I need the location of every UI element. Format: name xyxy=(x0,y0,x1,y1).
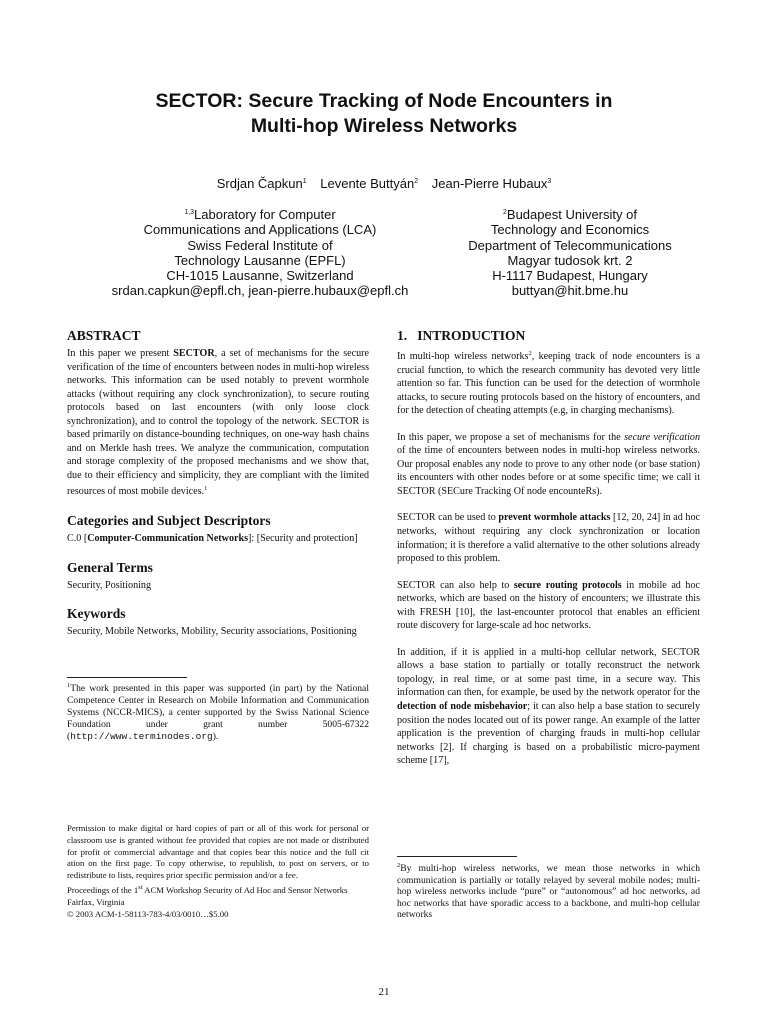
proceedings-sup: st xyxy=(138,883,143,891)
title-line-2: Multi-hop Wireless Networks xyxy=(250,115,518,137)
author-sup: 2 xyxy=(414,178,419,185)
intro-paragraph-2 xyxy=(397,431,700,499)
affil-email: srdan.capkun@epfl.ch, jean-pierre.hubaux@epfl.ch xyxy=(111,283,409,299)
author-name: Srdjan Čapkun xyxy=(216,176,303,191)
author-sup: 3 xyxy=(547,178,552,185)
abstract-text-part: , a set of mechanisms for the secure verification of the time of encounters between nodes in multi-hop wireless networks. This information can be used notably to prevent wormhole attacks (without requiring any clock synchronization), to secure routing protocols based on last encounters (with only loose clock synchronization), and to control the topology of the network. SECTOR is based primarily on distance-bounding techniques, on one-way hash chains and on Merkle hash trees. We analyze the communication, computation and storage complexity of the proposed mechanisms and we show that, due to their efficiency and simplicity, they are compliant with the limited resources of most mobile devices. xyxy=(67,348,369,498)
general-terms-text: Security, Positioning xyxy=(67,579,152,591)
affiliation-left xyxy=(60,205,460,299)
intro-text: SECTOR can be used to xyxy=(397,512,499,524)
affil-line xyxy=(410,205,730,222)
footnote-mark: 1 xyxy=(67,681,71,689)
affil-line xyxy=(60,205,460,222)
abstract-text-part: In this paper we present xyxy=(67,348,174,359)
intro-paragraph-5 xyxy=(397,646,700,768)
categories-text-part: ]: [Security and protection] xyxy=(248,533,358,545)
intro-text: of the time of encounters between nodes in multi-hop wireless networks. Our proposal enables any node to prove to any other node (or base station) its encounters with other nodes before or at some specific time; we call it SECTOR (SECure Tracking Of node encounteRs). xyxy=(397,445,700,497)
keywords-heading: Keywords xyxy=(67,606,126,622)
affil-line-text: Laboratory for Computer xyxy=(194,207,336,222)
intro-bold: prevent wormhole attacks xyxy=(498,512,611,524)
intro-bold: detection of node misbehavior xyxy=(397,701,528,713)
intro-text: [12, 20, 24] in ad hoc networks, without requiring any clock synchronization or location information; it is therefore a valid alternative to the other solutions already proposed to this problem. xyxy=(397,512,700,565)
affil-line: H-1117 Budapest, Hungary xyxy=(492,268,648,284)
footnote-2 xyxy=(397,860,700,921)
categories-heading: Categories and Subject Descriptors xyxy=(67,513,271,529)
footnote-rule xyxy=(397,856,517,857)
affil-line: Department of Telecommunications xyxy=(468,237,672,253)
paper-title xyxy=(0,89,768,139)
footnote-text: ). xyxy=(212,731,219,743)
footnote-mark: 1 xyxy=(204,485,208,493)
proceedings-part: Proceedings of the 1 xyxy=(67,884,139,895)
general-terms-heading: General Terms xyxy=(67,559,153,575)
intro-text: SECTOR can also help to xyxy=(397,579,514,591)
title-line-1: SECTOR: Secure Tracking of Node Encounters in xyxy=(155,90,613,112)
affil-line: Technology and Economics xyxy=(490,222,650,238)
footnote-mark: 2 xyxy=(397,862,401,869)
right-column xyxy=(397,327,700,768)
author-3 xyxy=(432,176,552,191)
footnote-rule xyxy=(67,677,187,678)
footnote-url: http://www.terminodes.org xyxy=(70,731,213,743)
intro-text: In multi-hop wireless networks xyxy=(397,351,529,362)
permission-text: Permission to make digital or hard copies of part or all of this work for personal or classroom use is granted without fee provided that copies are not made or distributed for profit or commercial advantage and that copies bear this notice and the full cit ation on the first page. To copy otherwise, to republish, to post on servers, or to redistribute to lists, requires prior specific permission and/or a fee. xyxy=(67,823,369,881)
affil-line: Swiss Federal Institute of xyxy=(187,237,333,253)
proceedings-text xyxy=(67,882,369,909)
intro-bold: secure routing protocols xyxy=(513,579,622,591)
affil-line: Magyar tudosok krt. 2 xyxy=(507,252,633,268)
introduction-heading: 1. INTRODUCTION xyxy=(397,328,526,343)
author-2 xyxy=(320,176,418,191)
categories-bold: Computer-Communication Networks xyxy=(87,533,249,545)
intro-text: In this paper, we propose a set of mechanisms for the xyxy=(397,431,625,443)
affil-line-text: Budapest University of xyxy=(506,207,637,222)
abstract-heading: ABSTRACT xyxy=(67,328,141,343)
keywords-text: Security, Mobile Networks, Mobility, Security associations, Positioning xyxy=(67,626,357,638)
permission-notice xyxy=(67,823,369,920)
copyright-text: © 2003 ACM-1-58113-783-4/03/0010…$5.00 xyxy=(67,908,229,919)
intro-text: in mobile ad hoc networks, which are based on the history of encounters; we illustrate this with FRESH [10], the last-encounter protocol that enables an efficient route discovery for large-scale ad hoc networks. xyxy=(397,579,700,632)
footnote-mark: 2 xyxy=(528,350,532,357)
affil-line: Communications and Applications (LCA) xyxy=(143,222,377,238)
abstract-text xyxy=(67,347,369,499)
intro-text: , keeping track of node encounters is a crucial function, to which the research community has devoted very little attention so far. This function can be used for the detection of wormhole attacks, to secure routing protocols based on the history of encounters, and for the detection of cheating attempts (e.g, in charging mechanisms). xyxy=(397,351,700,417)
footnote-text: The work presented in this paper was supported (in part) by the National Competence Center in Research on Mobile Information and Communication Systems (NCCR-MICS), a center supported by the Swiss National Science Foundation under grant number 5005-67322 ( xyxy=(67,682,369,743)
footnote-1 xyxy=(67,680,369,744)
footnote-text: By multi-hop wireless networks, we mean those networks in which communication is partially or totally relayed by several mobile nodes; multi-hop wireless networks include “pure” or “autonomous” ad hoc networks, ad hoc networks that have sporadic access to a backbone, and multi-hop cellular networks xyxy=(397,863,700,921)
affil-line: Technology Lausanne (EPFL) xyxy=(174,252,346,268)
intro-text: In addition, if it is applied in a multi-hop cellular network, SECTOR allows a base station to partially or totally reconstruct the network topology, in real time, or at some past time, in a secure way. This information can then, for example, be used by the network operator for the xyxy=(397,646,700,699)
intro-italic: secure verification xyxy=(624,431,701,443)
intro-paragraph-3 xyxy=(397,511,700,565)
abstract-bold: SECTOR xyxy=(173,348,215,359)
affil-sup: 1,3 xyxy=(184,209,195,216)
categories-text-part: C.0 [ xyxy=(67,533,88,545)
author-1 xyxy=(217,176,307,191)
author-list xyxy=(0,176,768,191)
affil-sup: 2 xyxy=(503,209,507,216)
intro-paragraph-4 xyxy=(397,579,700,633)
affil-email: buttyan@hit.bme.hu xyxy=(511,283,629,299)
affiliation-right xyxy=(410,205,730,299)
author-name: Levente Buttyán xyxy=(320,176,415,191)
intro-paragraph-1 xyxy=(397,347,700,418)
footnote-2-block xyxy=(397,856,700,921)
intro-text: ; it can also help a base station to securely position the nodes located out of its power range. An example of the latter application is the prevention of charging frauds in multi-hop cellular networks [2]. If charging is based on a probabilistic micro-payment scheme [17], xyxy=(397,701,701,767)
author-name: Jean-Pierre Hubaux xyxy=(431,176,548,191)
author-sup: 1 xyxy=(302,178,307,185)
categories-text xyxy=(67,532,369,546)
page-number: 21 xyxy=(378,986,390,998)
left-column xyxy=(67,327,369,744)
proceedings-part: ACM Workshop Security of Ad Hoc and Sensor Networks Fairfax, Virginia xyxy=(67,884,348,907)
affil-line: CH-1015 Lausanne, Switzerland xyxy=(166,268,354,284)
